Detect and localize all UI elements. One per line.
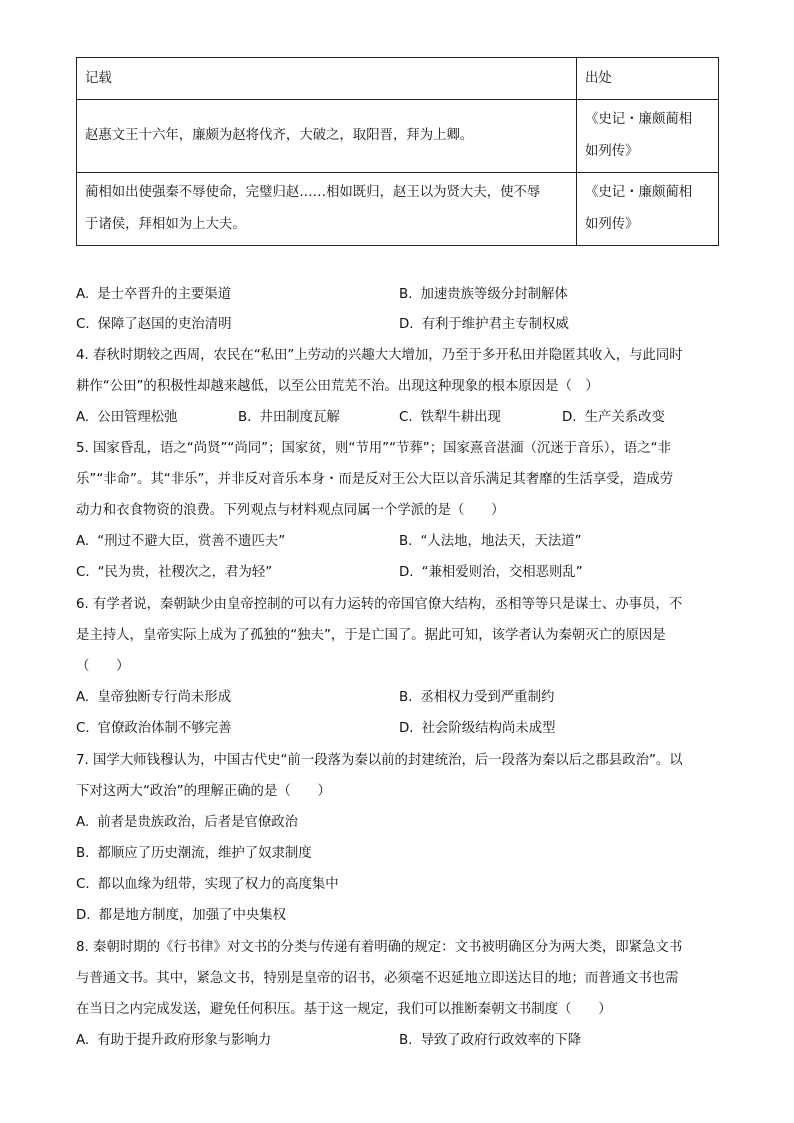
record-cell [77,173,577,246]
source-line: 如列传》 [585,144,639,159]
question-stem: （ ） [76,659,130,674]
question-stem: 5. 国家昏乱，语之“尚贤”“尚同”；国家贫，则“节用”“节葬”；国家熹音湛湎（沉迷于音乐），语之“非 [76,441,671,456]
option-c[interactable]: C. “民为贵，社稷次之，君为轻” [76,565,273,580]
option-a[interactable]: A. 皇帝独断专行尚未形成 [76,690,232,705]
record-line: 于诸侯，拜相如为上大夫。 [85,217,246,232]
source-line: 《史记・廉颇蔺相 [585,112,693,127]
table-row [77,100,719,173]
question-stem: 与普通文书。其中，紧急文书，特别是皇帝的诏书，必须毫不迟延地立即送达目的地；而普通文书也需 [76,971,679,986]
option-a[interactable]: A. 公田管理松弛 [76,410,178,425]
option-d[interactable]: D. 生产关系改变 [562,410,665,425]
question-stem: 在当日之内完成发送，避免任何积压。基于这一规定，我们可以推断秦朝文书制度（ ） [76,1002,612,1017]
header-record: 记载 [77,58,577,100]
source-line: 《史记・廉颇蔺相 [585,185,693,200]
header-source: 出处 [577,58,719,100]
question-stem: 乐”“非命”。其“非乐”，并非反对音乐本身・而是反对王公大臣以音乐满足其奢靡的生活享受，造成劳 [76,472,674,487]
records-table [76,57,719,246]
question-stem: 6. 有学者说，秦朝缺少由皇帝控制的可以有力运转的帝国官僚大结构，丞相等等只是谋士、办事员，不 [76,597,683,612]
question-stem: 7. 国学大师钱穆认为，中国古代史“前一段落为秦以前的封建统治，后一段落为秦以后之郡县政治”。以 [76,753,683,768]
option-b[interactable]: B. 加速贵族等级分封制解体 [399,287,568,302]
option-b[interactable]: B. 丞相权力受到严重制约 [399,690,555,705]
option-b[interactable]: B. “人法地，地法天，天法道” [399,534,582,549]
question-stem: 耕作“公田”的积极性却越来越低，以至公田荒芜不治。出现这种现象的根本原因是（ ） [76,379,599,394]
option-d[interactable]: D. 社会阶级结构尚未成型 [399,721,556,736]
table-header-row [77,58,719,100]
option-a[interactable]: A. 是士卒晋升的主要渠道 [76,287,232,302]
option-c[interactable]: C. 铁犁牛耕出现 [399,410,501,425]
question-stem: 是主持人，皇帝实际上成为了孤独的“独夫”，于是亡国了。据此可知，该学者认为秦朝灭亡的原因是 [76,628,666,643]
option-a[interactable]: A. “刑过不避大臣，赏善不遗匹夫” [76,534,286,549]
source-cell [577,173,719,246]
option-b[interactable]: B. 导致了政府行政效率的下降 [399,1033,582,1048]
question-stem: 4. 春秋时期较之西周，农民在“私田”上劳动的兴趣大大增加，乃至于多开私田并隐匿其收入，与此同时 [76,348,683,363]
option-b[interactable]: B. 井田制度瓦解 [238,410,340,425]
question-stem: 下对这两大“政治”的理解正确的是（ ） [76,784,331,799]
question-stem: 动力和衣食物资的浪费。下列观点与材料观点同属一个学派的是（ ） [76,503,505,518]
option-c[interactable]: C. 都以血缘为纽带，实现了权力的高度集中 [76,877,339,892]
option-c[interactable]: C. 保障了赵国的吏治清明 [76,317,232,332]
option-b[interactable]: B. 都顺应了历史潮流，维护了奴隶制度 [76,846,312,861]
record-line: 蔺相如出使强秦不辱使命，完璧归赵……相如既归，赵王以为贤大夫，使不辱 [85,185,541,200]
source-line: 如列传》 [585,217,639,232]
table-row [77,173,719,246]
option-d[interactable]: D. “兼相爱则治，交相恶则乱” [399,565,583,580]
option-d[interactable]: D. 有利于维护君主专制权威 [399,317,569,332]
option-d[interactable]: D. 都是地方制度，加强了中央集权 [76,908,287,923]
option-a[interactable]: A. 前者是贵族政治，后者是官僚政治 [76,815,299,830]
source-cell [577,100,719,173]
option-a[interactable]: A. 有助于提升政府形象与影响力 [76,1033,272,1048]
option-c[interactable]: C. 官僚政治体制不够完善 [76,721,232,736]
question-stem: 8. 秦朝时期的《行书律》对文书的分类与传递有着明确的规定：文书被明确区分为两大类，即紧急文书 [76,940,683,955]
record-cell: 赵惠文王十六年，廉颇为赵将伐齐，大破之，取阳晋，拜为上卿。 [77,100,577,173]
